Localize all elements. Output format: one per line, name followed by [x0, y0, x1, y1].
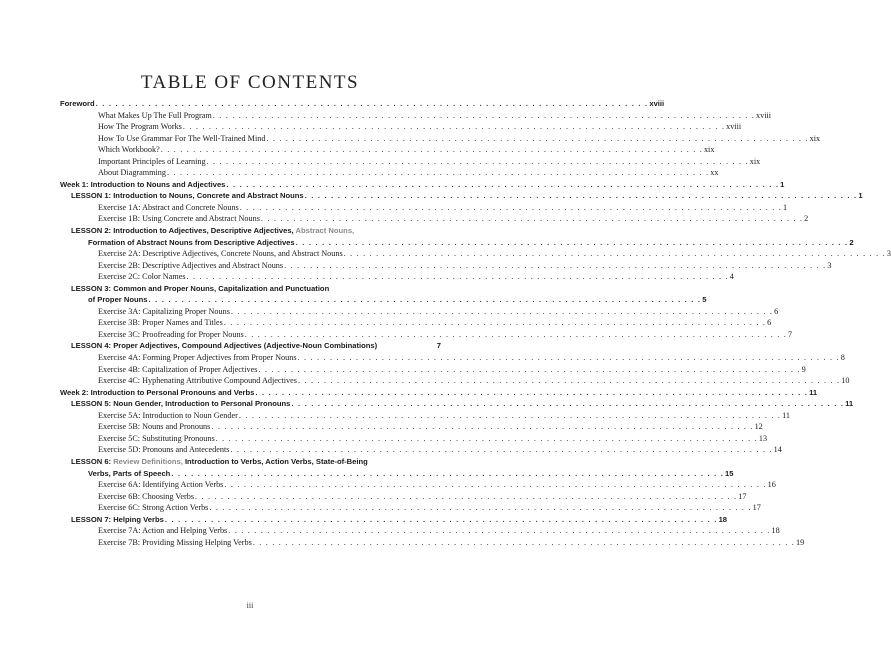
- toc-entry: [60, 213, 809, 225]
- toc-entry-title: LESSON 4: Proper Adjectives, Compound Adjectives (Adjective-Noun Combinations): [71, 341, 378, 351]
- dot-leader: . . . . . . . . . . . . . . . . . . . . . . . . . . . . . . . . . . . . . . . . . . . . . . . . . . . . . . . . . . . . . . . . . . . . . . . . . . . . . . . . . . . .: [297, 376, 841, 386]
- toc-entry: [60, 121, 742, 133]
- dot-leader: . . . . . . . . . . . . . . . . . . . . . . . . . . . . . . . . . . . . . . . . . . . . . . . . . . . . . . . . . . . . . . . . . . . . . . . . . . . . . . . . . . . .: [226, 179, 780, 189]
- toc-entry: [60, 433, 768, 445]
- dot-leader: . . . . . . . . . . . . . . . . . . . . . . . . . . . . . . . . . . . . . . . . . . . . . . . . . . . . . . . . . . . . . . . . . . . . . . . . . . . . . . . . . . . .: [266, 133, 809, 143]
- dot-leader: . . . . . . . . . . . . . . . . . . . . . . . . . . . . . . . . . . . . . . . . . . . . . . . . . . . . . . . . . . . . . . . . . . . . . . . . . . . . . . . . . . . .: [239, 202, 782, 212]
- dot-leader: . . . . . . . . . . . . . . . . . . . . . . . . . . . . . . . . . . . . . . . . . . . . . . . . . . . . . . . . . . . . . . . . . . . . . . . . . . . . . . . . . . . .: [258, 364, 801, 374]
- dot-leader: . . . . . . . . . . . . . . . . . . . . . . . . . . . . . . . . . . . . . . . . . . . . . . . . . . . . . . . . . . . . . . . . . . . . . . . . . . . . . . . . . . . .: [171, 468, 725, 478]
- toc-entry-page: 3: [886, 249, 891, 259]
- dot-leader: . . . . . . . . . . . . . . . . . . . . . . . . . . . . . . . . . . . . . . . . . . . . . . . . . . . . . . . . . . . . . . . . . . . . . . . . . . . . . . . . . . . .: [206, 156, 749, 166]
- toc-entry-title: Exercise 1A: Abstract and Concrete Nouns: [98, 202, 239, 212]
- dot-leader: . . . . . . . . . . . . . . . . . . . . . . . . . . . . . . . . . . . . . . . . . . . . . . . . . . . . . . . . . . . . . . . . . . . . . . . . . . . . . . . . . . . .: [252, 537, 796, 547]
- toc-entry-title: Exercise 2C: Color Names: [98, 272, 186, 282]
- toc-entry-title: Exercise 4A: Forming Proper Adjectives from Proper Nouns: [98, 353, 297, 363]
- toc-entry-title: Exercise 3B: Proper Names and Titles: [98, 318, 223, 328]
- dot-leader: . . . . . . . . . . . . . . . . . . . . . . . . . . . . . . . . . . . . . . . . . . . . . . . . . . . . . . . . . . . . . . . . . . . . . . . . . . . . . . . . . . . .: [260, 214, 804, 224]
- toc-entry: [60, 352, 845, 364]
- toc-entry: [60, 421, 763, 433]
- toc-entry-page: 10: [841, 376, 850, 386]
- toc-entry-title: About Diagramming: [98, 168, 166, 178]
- dot-leader: . . . . . . . . . . . . . . . . . . . . . . . . . . . . . . . . . . . . . . . . . . . . . . . . . . . . . . . . . . . . . . . . . . . . . . . . . . . . . . . . . . . .: [212, 110, 756, 120]
- dot-leader: . . . . . . . . . . . . . . . . . . . . . . . . . . . . . . . . . . . . . . . . . . . . . . . . . . . . . . . . . . . . . . . . . . . . . . . . . . . . . . . . . . . .: [297, 353, 840, 363]
- toc-entry-title: Exercise 3C: Proofreading for Proper Nouns: [98, 329, 244, 339]
- toc-entry-page: xix: [703, 145, 715, 155]
- toc-entry: [60, 317, 772, 329]
- toc-entry: [60, 491, 747, 503]
- toc-entry: [60, 144, 715, 156]
- toc-entry-title: Exercise 2B: Descriptive Adjectives and Abstract Nouns: [98, 260, 284, 270]
- toc-entry-title: How To Use Grammar For The Well-Trained Mind: [98, 133, 266, 143]
- dot-leader: . . . . . . . . . . . . . . . . . . . . . . . . . . . . . . . . . . . . . . . . . . . . . . . . . . . . . . . . . . . . . . . . . . . . . . . . . . . . . . . . . . . .: [215, 433, 758, 443]
- toc-entry: [60, 444, 782, 456]
- toc-entry: [60, 514, 728, 526]
- dot-leader: . . . . . . . . . . . . . . . . . . . . . . . . . . . . . . . . . . . . . . . . . . . . . . . . . . . . . . . . . . . . . . . . . . . . . . . . . . . . . . . . . . . .: [224, 480, 767, 490]
- toc-entry-page: 11: [782, 410, 790, 420]
- toc-entry-title: Exercise 5B: Nouns and Pronouns: [98, 422, 211, 432]
- toc-entry: [60, 202, 788, 214]
- toc-entry-page: 5: [702, 295, 707, 305]
- toc-entry-page: 11: [845, 399, 854, 409]
- toc-entry-title: Exercise 6B: Choosing Verbs: [98, 491, 195, 501]
- dot-leader: . . . . . . . . . . . . . . . . . . . . . . . . . . . . . . . . . . . . . . . . . . . . . . . . . . . . . . . . . . . . . . . . . . . . . . . . . . . . . . . . . . . .: [164, 514, 718, 524]
- toc-entry-page: 1: [782, 202, 788, 212]
- toc-entry-page: 8: [840, 353, 845, 363]
- toc-entry-title: Exercise 6A: Identifying Action Verbs: [98, 480, 224, 490]
- dot-leader: . . . . . . . . . . . . . . . . . . . . . . . . . . . . . . . . . . . . . . . . . . . . . . . . . . . . . . . . . . . . . . . . . . . . . . . . . . . . . . . . . . . .: [295, 237, 849, 247]
- toc-entry: [60, 502, 761, 514]
- toc-entry-title: LESSON 7: Helping Verbs: [71, 514, 164, 524]
- toc-entry-title: Exercise 4C: Hyphenating Attributive Compound Adjectives: [98, 376, 297, 386]
- toc-entry-page: xviii: [649, 99, 665, 108]
- dot-leader: . . . . . . . . . . . . . . . . . . . . . . . . . . . . . . . . . . . . . . . . . . . . . . . . . . . . . . . . . . . . . . . . . . . . . . . . . . . . . . . . . . . .: [291, 399, 845, 409]
- toc-entry: [60, 306, 779, 318]
- toc-entry: [60, 167, 719, 179]
- toc-entry: [60, 537, 805, 549]
- toc-entry-title: Exercise 6C: Strong Action Verbs: [98, 503, 209, 513]
- dot-leader: . . . . . . . . . . . . . . . . . . . . . . . . . . . . . . . . . . . . . . . . . . . . . . . . . . . . . . . . . . . . . . . . . . . . . . . . . . . . . . . . . . . .: [211, 422, 754, 432]
- toc-entry-title: Exercise 5A: Introduction to Noun Gender: [98, 410, 238, 420]
- toc-entry-page: 2: [804, 214, 809, 224]
- toc-entry: [60, 156, 761, 168]
- toc-entry-page: 7: [787, 329, 793, 339]
- table-of-contents: [60, 98, 891, 548]
- toc-entry-page: 6: [767, 318, 772, 328]
- toc-entry-page: 1: [780, 179, 785, 189]
- dot-leader: . . . . . . . . . . . . . . . . . . . . . . . . . . . . . . . . . . . . . . . . . . . . . . . . . . . . . . . . . . . . . . . . . . . . . . . . . . . . . . . . . . . .: [223, 318, 767, 328]
- toc-entry: [60, 387, 818, 399]
- toc-entry-page: 11: [809, 387, 818, 397]
- toc-entry-page: 9: [801, 364, 806, 374]
- toc-entry-title: Exercise 2A: Descriptive Adjectives, Concrete Nouns, and Abstract Nouns: [98, 249, 343, 259]
- toc-entry-page: 1: [858, 191, 863, 201]
- dot-leader: . . . . . . . . . . . . . . . . . . . . . . . . . . . . . . . . . . . . . . . . . . . . . . . . . . . . . . . . . . . . . . . . . . . . . . . . . . . . . . . . . . . .: [304, 191, 858, 201]
- toc-entry-title: LESSON 5: Noun Gender, Introduction to Personal Pronouns: [71, 399, 291, 409]
- page-number: iii: [246, 601, 254, 610]
- dot-leader: . . . . . . . . . . . . . . . . . . . . . . . . . . . . . . . . . . . . . . . . . . . . . . . . . . . . . . . . . . . . . . . . . . . . . . . . . . . . . . . . . . . .: [95, 99, 649, 108]
- toc-entry: [60, 340, 441, 352]
- toc-entry-title: Which Workbook?: [98, 145, 160, 155]
- dot-leader: . . . . . . . . . . . . . . . . . . . . . . . . . . . . . . . . . . . . . . . . . . . . . . . . . . . . . . . . . . . . . . . . . . . . . . . . . . . . . . . . . . . .: [284, 260, 827, 270]
- toc-entry: [60, 248, 891, 260]
- toc-entry-page: xx: [710, 168, 719, 178]
- toc-entry-title: of Proper Nouns: [88, 295, 148, 305]
- toc-entry-page: 18: [718, 514, 728, 524]
- toc-entry-title: Exercise 7B: Providing Missing Helping Verbs: [98, 537, 252, 547]
- toc-entry-highlight: Abstract Nouns,: [295, 226, 355, 236]
- dot-leader: . . . . . . . . . . . . . . . . . . . . . . . . . . . . . . . . . . . . . . . . . . . . . . . . . . . . . . . . . . . . . . . . . . . . . . . . . . . . . . . . . . . .: [238, 410, 782, 420]
- toc-entry: [60, 468, 734, 480]
- toc-entry-page: 6: [774, 306, 779, 316]
- toc-entry: [60, 237, 854, 249]
- toc-entry: [60, 456, 441, 468]
- toc-entry-title: Exercise 5C: Substituting Pronouns: [98, 433, 215, 443]
- dot-leader: . . . . . . . . . . . . . . . . . . . . . . . . . . . . . . . . . . . . . . . . . . . . . . . . . . . . . . . . . . . . . . . . . . . . . . . . . . . . . . . . . . . .: [167, 168, 710, 178]
- dot-leader: . . . . . . . . . . . . . . . . . . . . . . . . . . . . . . . . . . . . . . . . . . . . . . . . . . . . . . . . . . . . . . . . . . . . . . . . . . . . . . . . . . . .: [228, 526, 771, 536]
- toc-entry-page: 4: [729, 272, 734, 282]
- toc-entry-page: 17: [738, 491, 747, 501]
- toc-entry: [60, 329, 793, 341]
- dot-leader: . . . . . . . . . . . . . . . . . . . . . . . . . . . . . . . . . . . . . . . . . . . . . . . . . . . . . . . . . . . . . . . . . . . . . . . . . . . . . . . . . . . .: [182, 122, 726, 132]
- toc-entry-title: What Makes Up The Full Program: [98, 110, 212, 120]
- toc-entry: [60, 190, 863, 202]
- toc-entry-title: Exercise 7A: Action and Helping Verbs: [98, 526, 228, 536]
- toc-entry-title: Exercise 3A: Capitalizing Proper Nouns: [98, 306, 230, 316]
- toc-entry-page: 16: [767, 480, 776, 490]
- dot-leader: . . . . . . . . . . . . . . . . . . . . . . . . . . . . . . . . . . . . . . . . . . . . . . . . . . . . . . . . . . . . . . . . . . . . . . . . . . . . . . . . . . . .: [230, 445, 773, 455]
- toc-entry-page: 17: [752, 503, 761, 513]
- toc-entry-title: LESSON 2: Introduction to Adjectives, Descriptive Adjectives, Abstract Nouns,: [71, 226, 355, 236]
- toc-entry: [60, 364, 806, 376]
- toc-entry-title: Formation of Abstract Nouns from Descriptive Adjectives: [88, 237, 295, 247]
- toc-entry: [60, 479, 776, 491]
- toc-entry-title: Exercise 1B: Using Concrete and Abstract Nouns: [98, 214, 260, 224]
- toc-entry-page: 18: [771, 526, 780, 536]
- toc-entry: [60, 398, 854, 410]
- toc-entry-page: xix: [749, 156, 761, 166]
- toc-entry-page: 15: [725, 468, 734, 478]
- toc-entry-title: Verbs, Parts of Speech: [88, 468, 171, 478]
- toc-entry-page: 7: [436, 341, 441, 351]
- dot-leader: . . . . . . . . . . . . . . . . . . . . . . . . . . . . . . . . . . . . . . . . . . . . . . . . . . . . . . . . . . . . . . . . . . . . . . . . . . . . . . . . . . . .: [343, 249, 886, 259]
- toc-entry-page: xix: [809, 133, 821, 143]
- dot-leader: . . . . . . . . . . . . . . . . . . . . . . . . . . . . . . . . . . . . . . . . . . . . . . . . . . . . . . . . . . . . . . . . . . . . . . . . . . . . . . . . . . . .: [160, 145, 703, 155]
- toc-entry: [60, 271, 734, 283]
- toc-entry: [60, 260, 832, 272]
- toc-entry-page: 2: [849, 237, 854, 247]
- dot-leader: . . . . . . . . . . . . . . . . . . . . . . . . . . . . . . . . . . . . . . . . . . . . . . . . . . . . . . . . . . . . . . . . . . . . . . . . . . . . . . . . . . . .: [244, 329, 787, 339]
- toc-entry-title: Week 1: Introduction to Nouns and Adjectives: [60, 179, 226, 189]
- page-title: TABLE OF CONTENTS: [140, 72, 360, 93]
- toc-entry: [60, 283, 441, 295]
- toc-entry-title: Exercise 5D: Pronouns and Antecedents: [98, 445, 230, 455]
- toc-entry-page: 13: [758, 433, 768, 443]
- toc-entry-page: 14: [773, 445, 782, 455]
- toc-entry-page: 12: [754, 422, 763, 432]
- toc-entry: [60, 375, 850, 387]
- toc-entry-title: How The Program Works: [98, 122, 182, 132]
- toc-entry: [60, 294, 707, 306]
- toc-entry: [60, 525, 780, 537]
- toc-entry: [60, 98, 665, 110]
- dot-leader: . . . . . . . . . . . . . . . . . . . . . . . . . . . . . . . . . . . . . . . . . . . . . . . . . . . . . . . . . . . . . . . . . . . . . . . . . . . . . . . . . . . .: [186, 272, 729, 282]
- toc-entry: [60, 179, 785, 191]
- dot-leader: . . . . . . . . . . . . . . . . . . . . . . . . . . . . . . . . . . . . . . . . . . . . . . . . . . . . . . . . . . . . . . . . . . . . . . . . . . . . . . . . . . . .: [255, 387, 809, 397]
- toc-entry: [60, 110, 772, 122]
- toc-entry-highlight: Review Definitions,: [113, 456, 183, 466]
- toc-entry: [60, 410, 790, 422]
- toc-entry-title: Foreword: [60, 99, 95, 108]
- dot-leader: . . . . . . . . . . . . . . . . . . . . . . . . . . . . . . . . . . . . . . . . . . . . . . . . . . . . . . . . . . . . . . . . . . . . . . . . . . . . . . . . . . . .: [195, 491, 738, 501]
- toc-entry-title: LESSON 6: Review Definitions, Introduction to Verbs, Action Verbs, State-of-Being: [71, 456, 368, 466]
- toc-entry-page: xviii: [756, 110, 772, 120]
- toc-entry-page: xviii: [726, 122, 742, 132]
- toc-entry: [60, 225, 441, 237]
- toc-entry-title: Important Principles of Learning: [98, 156, 206, 166]
- dot-leader: . . . . . . . . . . . . . . . . . . . . . . . . . . . . . . . . . . . . . . . . . . . . . . . . . . . . . . . . . . . . . . . . . . . . . . . . . . . . . . . . . . . .: [209, 503, 752, 513]
- toc-entry-title: LESSON 3: Common and Proper Nouns, Capitalization and Punctuation: [71, 283, 330, 293]
- toc-entry-title: LESSON 1: Introduction to Nouns, Concrete and Abstract Nouns: [71, 191, 304, 201]
- dot-leader: . . . . . . . . . . . . . . . . . . . . . . . . . . . . . . . . . . . . . . . . . . . . . . . . . . . . . . . . . . . . . . . . . . . . . . . . . . . . . . . . . . . .: [230, 306, 774, 316]
- dot-leader: . . . . . . . . . . . . . . . . . . . . . . . . . . . . . . . . . . . . . . . . . . . . . . . . . . . . . . . . . . . . . . . . . . . . . . . . . . . . . . . . . . . .: [148, 295, 702, 305]
- toc-entry: [60, 133, 821, 145]
- toc-entry-title: Week 2: Introduction to Personal Pronouns and Verbs: [60, 387, 255, 397]
- toc-entry-title: Exercise 4B: Capitalization of Proper Adjectives: [98, 364, 258, 374]
- toc-entry-page: 19: [796, 537, 805, 547]
- toc-entry-page: 3: [827, 260, 832, 270]
